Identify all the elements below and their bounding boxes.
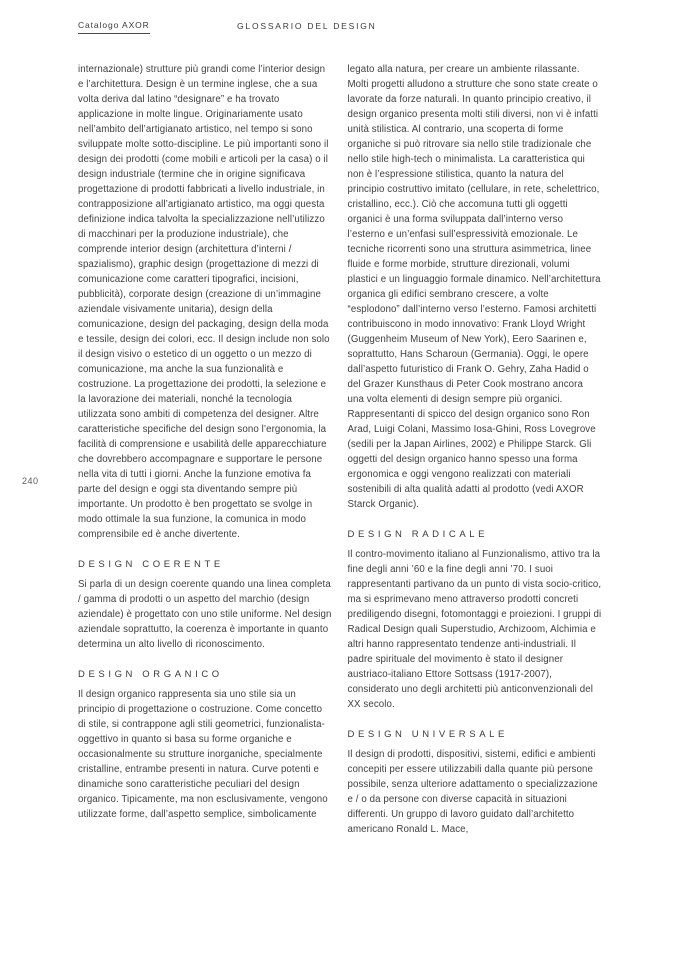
paragraph-design-coerente: Si parla di un design coerente quando una linea completa / gamma di prodotti o un aspetto del marchio (design aziendale) è progettato con uno stile uniforme. Nel design aziendale soprattutto, la coerenza è importante in quanto determina un alto livello di riconoscimento. (78, 579, 332, 650)
section-heading-design-universale: DESIGN UNIVERSALE (347, 729, 508, 740)
catalog-title: Catalogo AXOR (78, 20, 150, 34)
paragraph-design-organico-continued: legato alla natura, per creare un ambiente rilassante. Molti progetti alludono a strutture che sono state create o lavorate da forze naturali. In quanto principio creativo, il design organico presenta molti stili diversi, non vi è infatti unità stilistica. Al contrario, una scoperta di forme organiche si può ritrovare sia nello stile tradizionale che nello stile high-tech o minimalista. La caratteristica qui non è l’espressione stilistica, quanto la natura del principio costruttivo imitato (cellulare, in rete, schelettrico, cristallino, ecc.). Ciò che accomuna tutti gli oggetti organici è una forma sviluppata dall’interno verso l’esterno e un’enfasi sull’espressività emozionale. Le tecniche ricorrenti sono una struttura asimmetrica, linee fluide e forme morbide, strutture direzionali, volumi plastici e un linguaggio formale dinamico. Nell’architettura organica gli edifici sembrano crescere, a volte “esplodono” dall’interno verso l’esterno. Famosi architetti contribuiscono in modo innovativo: Frank Lloyd Wright (Guggenheim Museum of New York), Eero Saarinen e, soprattutto, Hans Scharoun (Germania). Oggi, le opere dall’aspetto futuristico di Frank O. Gehry, Zaha Hadid o del Grazer Kunsthaus di Peter Cook mostrano ancora una volta elementi di design sempre più organici. Rappresentanti di spicco del design organico sono Ron Arad, Luigi Colani, Massimo Iosa-Ghini, Ross Lovegrove (sedili per la Japan Airlines, 2002) e Philippe Starck. Gli oggetti del design organico hanno spesso una forma ergonomica e oggi vengono realizzati con materiali sostenibili di alta qualità adatti al prodotto (vedi AXOR Starck Organic). (347, 64, 601, 510)
left-column (78, 62, 333, 837)
paragraph-design-universale: Il design di prodotti, dispositivi, sistemi, edifici e ambienti concepiti per essere utilizzabili dalla quante più persone possibile, senza ulteriore adattamento o specializzazione e / o da persone con diverse capacità in situazioni differenti. Un gruppo di lavoro guidato dall’architetto americano Ronald L. Mace, (347, 749, 598, 835)
section-heading-design-radicale: DESIGN RADICALE (347, 529, 489, 540)
section-heading-design-coerente: DESIGN COERENTE (78, 559, 224, 570)
page-number: 240 (22, 476, 39, 486)
right-column (348, 62, 603, 837)
paragraph-design-organico: Il design organico rappresenta sia uno stile sia un principio di progettazione o costruzione. Come concetto di stile, si contrappone agli stili geometrici, funzionalista-oggettivo in quanto si basa su forme organiche e occasionalmente su strutture inorganiche, specialmente cristalline, entrambe presenti in natura. Curve potenti e dinamiche sono caratteristiche peculiari del design organico. Tipicamente, ma non esclusivamente, vengono utilizzate forme, dall’aspetto semplice, simbolicamente (78, 689, 328, 820)
paragraph-design-continued: internazionale) strutture più grandi come l’interior design e l’architettura. Design è un termine inglese, che a sua volta deriva dal latino “designare” e ha trovato applicazione in molte lingue. Originariamente usato nell’ambito dell’artigianato artistico, nel tempo si sono sviluppate molte sotto-discipline. Le più importanti sono il design dei prodotti (come mobili e articoli per la casa) o il design industriale (termine che in origine significava progettazione di prodotti fabbricati a livello industriale, in contrapposizione all’artigianato artistico, ma oggi questa definizione indica talvolta la specializzazione nell’utilizzo di macchinari per la produzione industriale), che comprende interior design (architettura d’interni / spazialismo), graphic design (progettazione di mezzi di comunicazione come caratteri tipografici, incisioni, pubblicità), corporate design (creazione di un’immagine aziendale visivamente unitaria), design della comunicazione, design del packaging, design della moda e tessile, design dei colori, ecc. Il design include non solo il design visivo o estetico di un oggetto o un mezzo di comunicazione, ma anche la sua funzionalità e costruzione. La progettazione dei prodotti, la selezione e la lavorazione dei materiali, nonché la tecnologia utilizzata sono ambiti di competenza del designer. Altre caratteristiche specifiche del design sono l’ergonomia, la facilità di comprensione e usabilità delle apparecchiature che dovrebbero accompagnare e supportare le persone nella vita di tutti i giorni. Anche la funzione emotiva fa parte del design e oggi sta diventando sempre più importante. Un prodotto è ben progettato se svolge in modo ottimale la sua funzione, la comunica in modo comprensibile ed è anche divertente. (78, 64, 330, 540)
paragraph-design-radicale: Il contro-movimento italiano al Funzionalismo, attivo tra la fine degli anni ’60 e la fine degli anni ’70. I suoi rappresentanti partivano da un punto di vista socio-critico, ma si esprimevano meno attraverso prodotti concreti prediligendo disegni, fotomontaggi e proiezioni. I gruppi di Radical Design quali Superstudio, Archizoom, Alchimia e altri hanno rappresentato tendenze anti-industriali. Il padre spirituale del movimento è stato il designer austriaco-italiano Ettore Sottsass (1917-2007), considerato uno degli architetti più anticonvenzionali del XX secolo. (347, 549, 602, 710)
page-header-title: GLOSSARIO DEL DESIGN (237, 21, 377, 31)
section-heading-design-organico: DESIGN ORGANICO (78, 669, 223, 680)
text-columns (78, 62, 602, 837)
